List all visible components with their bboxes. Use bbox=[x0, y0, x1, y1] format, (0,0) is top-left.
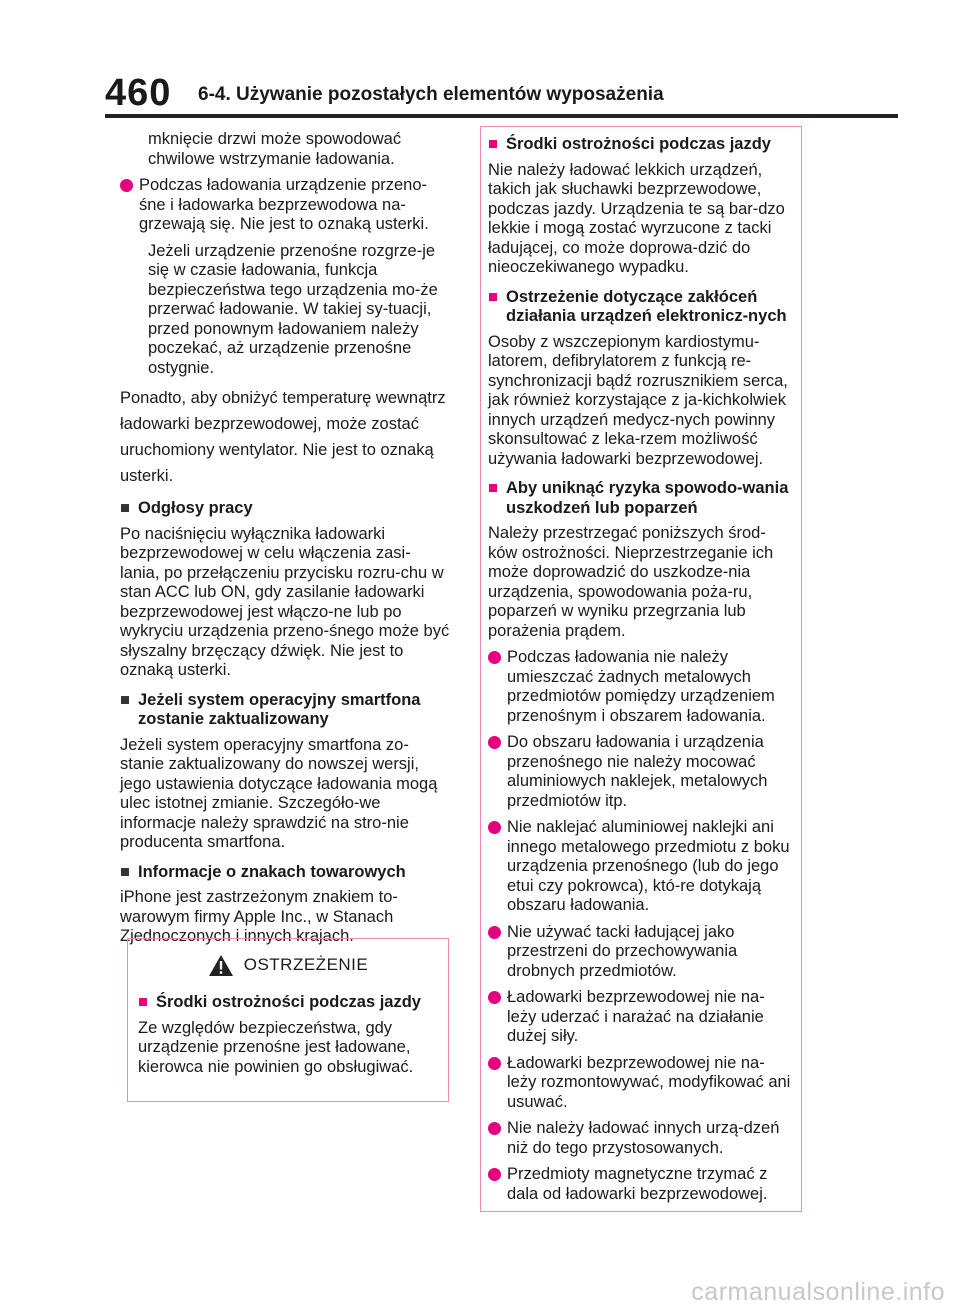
heading-sounds bbox=[120, 499, 450, 519]
driving-paragraph: Nie należy ładować lekkich urządzeń, takich jak słuchawki bezprzewodowe, podczas jazdy. Urządzenia te są bar-dzo lekkie i mogą zostać wyrzucone z tacki ładującej, co może doprowa-dzić do nieoczekiwanego wypadku. bbox=[488, 160, 785, 276]
heading-text: Jeżeli system operacyjny smartfona zostanie zaktualizowany bbox=[138, 690, 421, 728]
page-number: 460 bbox=[105, 72, 172, 114]
bullet-dot-icon bbox=[488, 1057, 501, 1070]
bullet-text: Podczas ładowania urządzenie przeno-śne i ładowarka bezprzewodowa na-grzewają się. Nie jest to oznaką usterki. bbox=[139, 176, 429, 233]
damage-paragraph: Należy przestrzegać poniższych środ-ków ostrożności. Nieprzestrzeganie ich może doprowadzić do uszkodze-nia urządzenia, spowodowania poża-ru, poparzeń w wyniku przegrzania lub porażenia prądem. bbox=[488, 524, 774, 640]
bullet-text: Podczas ładowania nie należy umieszczać żadnych metalowych przedmiotów pomiędzy urządzeniem przenośnym i obszarem ładowania. bbox=[507, 648, 775, 725]
warning-box-continued bbox=[480, 126, 802, 1212]
fan-paragraph: Ponadto, aby obniżyć temperaturę wewnątrz ładowarki bezprzewodowej, może zostać uruchomiony wentylator. Nie jest to oznaką usterki. bbox=[120, 389, 446, 485]
heading-text: Środki ostrożności podczas jazdy bbox=[506, 135, 771, 153]
heading-text: Odgłosy pracy bbox=[138, 499, 253, 517]
bullet-text: Ładowarki bezprzewodowej nie na-leży uderzać i narażać na działanie dużej siły. bbox=[507, 988, 765, 1045]
bullet-dot-icon bbox=[488, 1168, 501, 1181]
bullet-dot-icon bbox=[488, 1122, 501, 1135]
warning-triangle-icon bbox=[208, 954, 234, 977]
heading-interference bbox=[488, 288, 792, 327]
heading-damage bbox=[488, 479, 792, 518]
warning-box bbox=[127, 938, 449, 1102]
bullet-continuation: Jeżeli urządzenie przenośne rozgrze-je się w czasie ładowania, funkcja bezpieczeństwa tego urządzenia mo-że przerwać ładowanie. W takiej sy-tuacji, przed ponownym ładowaniem należy poczekać, aż urządzenie przenośne ostygnie. bbox=[148, 241, 438, 377]
heading-text: Ostrzeżenie dotyczące zakłóceń działania urządzeń elektronicz-nych bbox=[506, 287, 787, 325]
list-item bbox=[488, 733, 792, 811]
heading-text: Informacje o znakach towarowych bbox=[138, 862, 406, 881]
bullet-dot-icon bbox=[488, 651, 501, 664]
driving-warning-paragraph: Ze względów bezpieczeństwa, gdy urządzenie przenośne jest ładowane, kierowca nie powinien go obsługiwać. bbox=[138, 1018, 414, 1076]
bullet-text: Ładowarki bezprzewodowej nie na-leży rozmontowywać, modyfikować ani usuwać. bbox=[507, 1053, 791, 1111]
lead-paragraph: mknięcie drzwi może spowodować chwilowe wstrzymanie ładowania. bbox=[148, 130, 402, 168]
square-marker-icon: ■ bbox=[488, 287, 498, 306]
bullet-dot-icon bbox=[488, 991, 501, 1004]
heading-text: Środki ostrożności podczas jazdy bbox=[156, 993, 421, 1011]
list-item bbox=[488, 1119, 792, 1158]
list-item bbox=[488, 923, 792, 982]
section-title: 6-4. Używanie pozostałych elementów wyposażenia bbox=[198, 84, 664, 105]
bullet-text: Nie naklejać aluminiowej naklejki ani innego metalowego przedmiotu z boku urządzenia przenośnego (lub do jego etui czy pokrowca), któ-re dotykają obszaru ładowania. bbox=[507, 818, 790, 914]
bullet-dot-icon bbox=[488, 926, 501, 939]
bullet-dot-icon bbox=[120, 179, 133, 192]
page-header bbox=[0, 0, 960, 115]
list-item bbox=[120, 176, 450, 235]
list-item bbox=[488, 1165, 792, 1204]
os-update-paragraph: Jeżeli system operacyjny smartfona zo-stanie zaktualizowany do nowszej wersji, jego ustawienia dotyczące ładowania mogą ulec istotnej zmianie. Szczegóło-we informacje należy sprawdzić na stro-nie producenta smartfona. bbox=[120, 735, 438, 851]
warning-header bbox=[138, 943, 438, 987]
heading-driving-warning bbox=[138, 993, 438, 1013]
bullet-dot-icon bbox=[488, 736, 501, 749]
square-marker-icon: ■ bbox=[120, 690, 130, 709]
trademark-paragraph: iPhone jest zastrzeżonym znakiem to-warowym firmy Apple Inc., w Stanach Zjednoczonych i innych krajach. bbox=[120, 888, 398, 945]
heading-os-update bbox=[120, 691, 450, 730]
square-marker-icon: ■ bbox=[138, 993, 148, 1011]
square-marker-icon: ■ bbox=[488, 135, 498, 153]
list-item bbox=[488, 648, 792, 726]
list-item bbox=[488, 1054, 792, 1113]
bullet-text: Nie należy ładować innych urzą-dzeń niż do tego przystosowanych. bbox=[507, 1119, 780, 1157]
footer-watermark: carmanualsonline.info bbox=[691, 1278, 945, 1306]
list-item bbox=[488, 988, 792, 1047]
warning-title: OSTRZEŻENIE bbox=[243, 955, 369, 975]
sounds-paragraph: Po naciśnięciu wyłącznika ładowarki bezprzewodowej w celu włączenia zasi-lania, po przełączeniu przycisku rozru-chu w stan ACC lub ON, gdy zasilanie ładowarki bezprzewodowej jest włączo-ne lub po wykryciu urządzenia przeno-śnego może być słyszalny brzęczący dźwięk. Nie jest to oznaką usterki. bbox=[120, 524, 450, 679]
bullet-text: Do obszaru ładowania i urządzenia przenośnego nie należy mocować aluminiowych naklejek, metalowych przedmiotów itp. bbox=[507, 733, 768, 810]
bullet-dot-icon bbox=[488, 821, 501, 834]
square-marker-icon: ■ bbox=[120, 499, 130, 517]
heading-text: Aby uniknąć ryzyka spowodo-wania uszkodzeń lub poparzeń bbox=[506, 479, 789, 517]
header-divider bbox=[105, 114, 898, 118]
bullet-text: Przedmioty magnetyczne trzymać z dala od ładowarki bezprzewodowej. bbox=[507, 1165, 768, 1203]
heading-driving bbox=[488, 135, 792, 155]
bullet-text: Nie używać tacki ładującej jako przestrzeni do przechowywania drobnych przedmiotów. bbox=[507, 922, 738, 980]
interference-paragraph: Osoby z wszczepionym kardiostymu-latorem, defibrylatorem z funkcją re-synchronizacji bądź rozrusznikiem serca, jak również korzystające z ja-kichkolwiek innych urządzeń medycz-nych powinny skonsultować z leka-rzem możliwość używania ładowarki bezprzewodowej. bbox=[488, 332, 788, 468]
list-item bbox=[488, 818, 792, 916]
heading-trademark bbox=[120, 863, 450, 883]
square-marker-icon: ■ bbox=[120, 862, 130, 881]
square-marker-icon: ■ bbox=[488, 479, 498, 497]
left-column bbox=[120, 130, 450, 954]
